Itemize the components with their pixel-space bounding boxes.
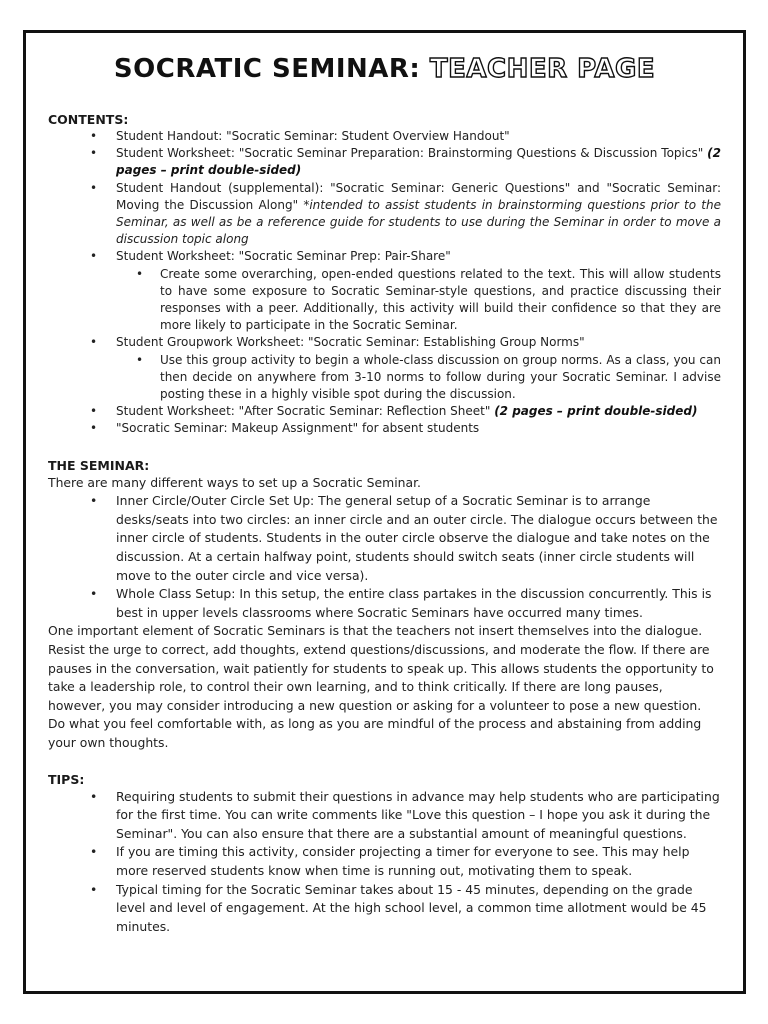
usage-note: *intended to assist students in brainstorming questions prior to the Seminar, as well as be a reference guide for students to use during the Seminar in order to move a discussion topic along	[116, 197, 721, 247]
contents-list	[48, 128, 721, 438]
contents-item: • Student Worksheet: "Socratic Seminar Preparation: Brainstorming Questions & Discussion Topics" (2 pages – print double-sided)	[116, 145, 721, 179]
contents-item: • Student Groupwork Worksheet: "Socratic Seminar: Establishing Group Norms" • Use this group activity to begin a whole-class discussion on group norms. As a class, you can then decide on anywhere from 3-10 norms to follow during your Socratic Seminar. I advise posting these in a highly visible spot during the discussion.	[116, 334, 721, 403]
seminar-section	[48, 457, 721, 753]
contents-section	[48, 111, 721, 438]
page-title	[26, 53, 743, 85]
contents-sublist	[116, 266, 721, 335]
contents-sublist	[116, 352, 721, 404]
tip-item: • Requiring students to submit their questions in advance may help students who are participating for the first time. You can write comments like "Love this question – I hope you ask it during the Seminar". You can also ensure that there are a substantial amount of meaningful questions.	[116, 788, 721, 844]
seminar-setup-item: • Whole Class Setup: In this setup, the entire class partakes in the discussion concurrently. This is best in upper levels classrooms where Socratic Seminars have occurred many times.	[116, 585, 721, 622]
seminar-setup-item: • Inner Circle/Outer Circle Set Up: The general setup of a Socratic Seminar is to arrange desks/seats into two circles: an inner circle and an outer circle. The dialogue occurs between the inner circle of students. Students in the outer circle observe the dialogue and take notes on the discussion. At a certain halfway point, students should switch seats (inner circle students will move to the outer circle and vice versa).	[116, 492, 721, 585]
contents-item: • Student Worksheet: "Socratic Seminar Prep: Pair-Share" • Create some overarching, open-ended questions related to the text. This will allow students to have some exposure to Socratic Seminar-style questions, and practice discussing their responses with a peer. Additionally, this activity will build their confidence so that they are more likely to participate in the Socratic Seminar.	[116, 248, 721, 334]
tips-section	[48, 771, 721, 937]
contents-item: • Student Handout: "Socratic Seminar: Student Overview Handout"	[116, 128, 721, 145]
title-main: SOCRATIC SEMINAR:	[113, 54, 430, 84]
tip-item: • Typical timing for the Socratic Seminar takes about 15 - 45 minutes, depending on the grade level and level of engagement. At the high school level, a common time allotment would be 45 minutes.	[116, 881, 721, 937]
tip-item: • If you are timing this activity, consider projecting a timer for everyone to see. This may help more reserved students know when time is running out, motivating them to speak.	[116, 843, 721, 880]
title-outlined: TEACHER PAGE	[429, 54, 656, 84]
tips-heading: TIPS:	[48, 771, 85, 787]
print-note: (2 pages – print double-sided)	[116, 146, 721, 178]
contents-item: • Student Worksheet: "After Socratic Seminar: Reflection Sheet" (2 pages – print double-sided)	[116, 403, 721, 420]
contents-item: • Student Handout (supplemental): "Socratic Seminar: Generic Questions" and "Socratic Seminar: Moving the Discussion Along" *intended to assist students in brainstorming questions prior to the Seminar, as well as be a reference guide for students to use during the Seminar in order to move a discussion topic along	[116, 180, 721, 249]
page-frame	[23, 30, 746, 994]
print-note: (2 pages – print double-sided)	[494, 404, 698, 419]
contents-subitem: • Create some overarching, open-ended questions related to the text. This will allow students to have some exposure to Socratic Seminar-style questions, and practice discussing their responses with a peer. Additionally, this activity will build their confidence so that they are more likely to participate in the Socratic Seminar.	[160, 266, 721, 335]
contents-item: • "Socratic Seminar: Makeup Assignment" for absent students	[116, 420, 721, 437]
seminar-setup-list	[48, 492, 721, 622]
contents-subitem: • Use this group activity to begin a whole-class discussion on group norms. As a class, you can then decide on anywhere from 3-10 norms to follow during your Socratic Seminar. I advise posting these in a highly visible spot during the discussion.	[160, 352, 721, 404]
seminar-intro: There are many different ways to set up a Socratic Seminar.	[48, 474, 421, 490]
seminar-heading: THE SEMINAR:	[48, 457, 150, 473]
document-body	[48, 111, 721, 936]
seminar-paragraph: One important element of Socratic Seminars is that the teachers not insert themselves into the dialogue. Resist the urge to correct, add thoughts, extend questions/discussions, and moderate the flow. If there are pauses in the conversation, wait patiently for students to speak up. This allows students the opportunity to take a leadership role, to control their own learning, and to think critically. If there are long pauses, however, you may consider introducing a new question or asking for a volunteer to pose a new question. Do what you feel comfortable with, as long as you are mindful of the process and abstaining from adding your own thoughts.	[48, 623, 714, 750]
contents-heading: CONTENTS:	[48, 112, 129, 127]
tips-list	[48, 788, 721, 937]
